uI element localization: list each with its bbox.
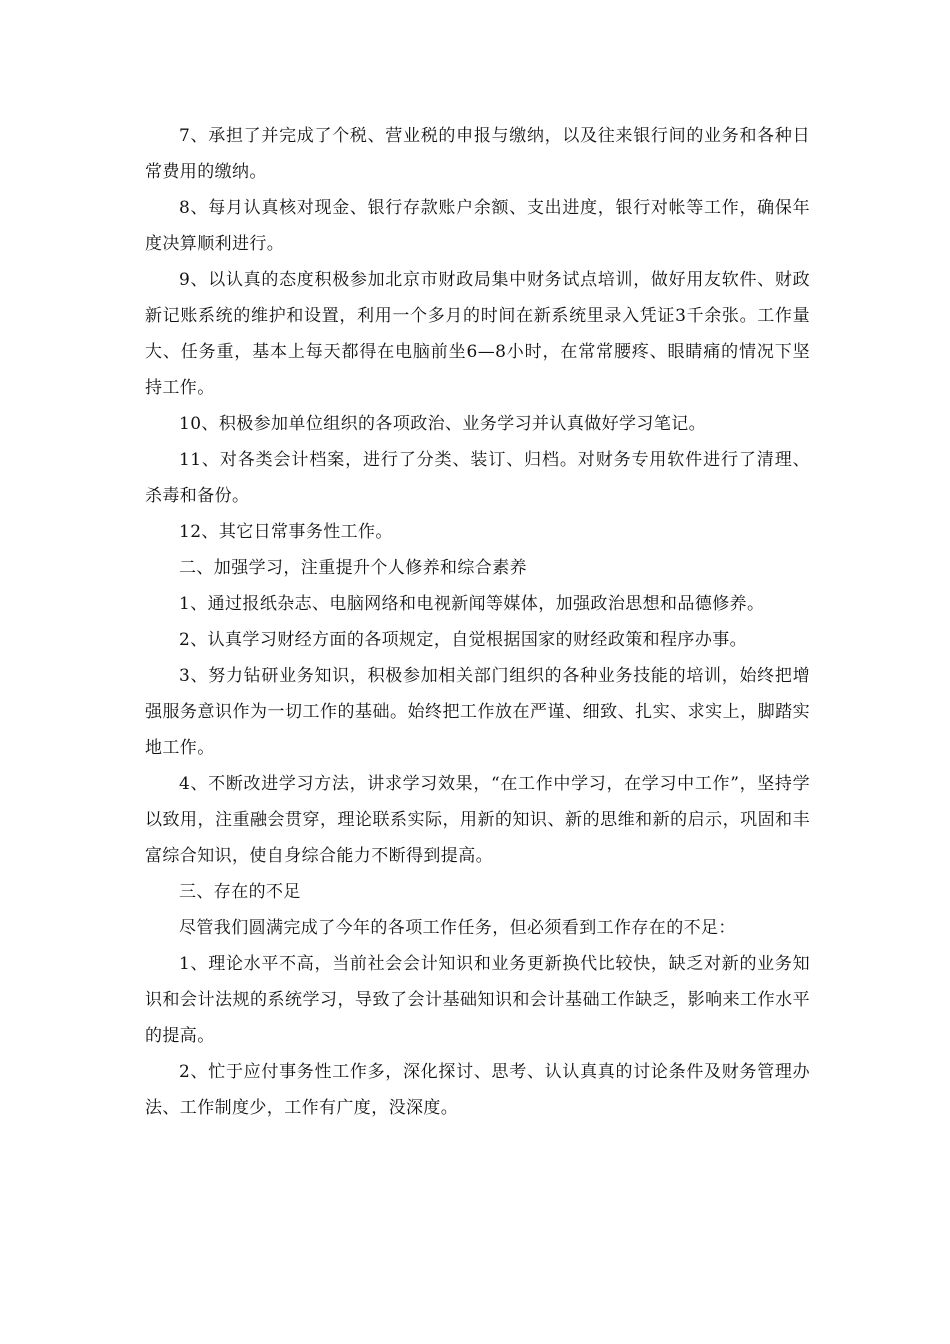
paragraph-shortcoming-1: 1、理论水平不高，当前社会会计知识和业务更新换代比较快，缺乏对新的业务知识和会计法规的系统学习，导致了会计基础知识和会计基础工作缺乏，影响来工作水平的提高。 <box>145 954 810 1046</box>
section-heading-2: 二、加强学习，注重提升个人修养和综合素养 <box>179 558 527 578</box>
paragraph-shortcomings-intro: 尽管我们圆满完成了今年的各项工作任务，但必须看到工作存在的不足： <box>179 918 736 938</box>
section-heading-3: 三、存在的不足 <box>179 882 301 902</box>
paragraph-item-7-tax-filing: 7、承担了并完成了个税、营业税的申报与缴纳，以及往来银行间的业务和各种日常费用的缴纳。 <box>145 126 810 182</box>
paragraph-study-4: 4、不断改进学习方法，讲求学习效果，“在工作中学习，在学习中工作”，坚持学以致用，注重融会贯穿，理论联系实际，用新的知识、新的思维和新的启示，巩固和丰富综合知识，使自身综合能力不断得到提高。 <box>145 774 810 866</box>
paragraph-item-12-routine: 12、其它日常事务性工作。 <box>179 522 393 542</box>
paragraph-shortcoming-2: 2、忙于应付事务性工作多，深化探讨、思考、认认真真的讨论条件及财务管理办法、工作制度少，工作有广度，没深度。 <box>145 1062 810 1118</box>
paragraph-study-1: 1、通过报纸杂志、电脑网络和电视新闻等媒体，加强政治思想和品德修养。 <box>179 594 765 614</box>
paragraph-item-11-archives: 11、对各类会计档案，进行了分类、装订、归档。对财务专用软件进行了清理、杀毒和备份。 <box>145 450 810 506</box>
document-body <box>145 118 810 1126</box>
paragraph-study-3: 3、努力钻研业务知识，积极参加相关部门组织的各种业务技能的培训，始终把增强服务意识作为一切工作的基础。始终把工作放在严谨、细致、扎实、求实上，脚踏实地工作。 <box>145 666 810 758</box>
paragraph-item-8-monthly-reconciliation: 8、每月认真核对现金、银行存款账户余额、支出进度，银行对帐等工作，确保年度决算顺利进行。 <box>145 198 810 254</box>
paragraph-item-10-study: 10、积极参加单位组织的各项政治、业务学习并认真做好学习笔记。 <box>179 414 707 434</box>
paragraph-item-9-training: 9、以认真的态度积极参加北京市财政局集中财务试点培训，做好用友软件、财政新记账系统的维护和设置，利用一个多月的时间在新系统里录入凭证3千余张。工作量大、任务重，基本上每天都得在电脑前坐6—8小时，在常常腰疼、眼睛痛的情况下坚持工作。 <box>145 270 810 398</box>
paragraph-study-2: 2、认真学习财经方面的各项规定，自觉根据国家的财经政策和程序办事。 <box>179 630 748 650</box>
